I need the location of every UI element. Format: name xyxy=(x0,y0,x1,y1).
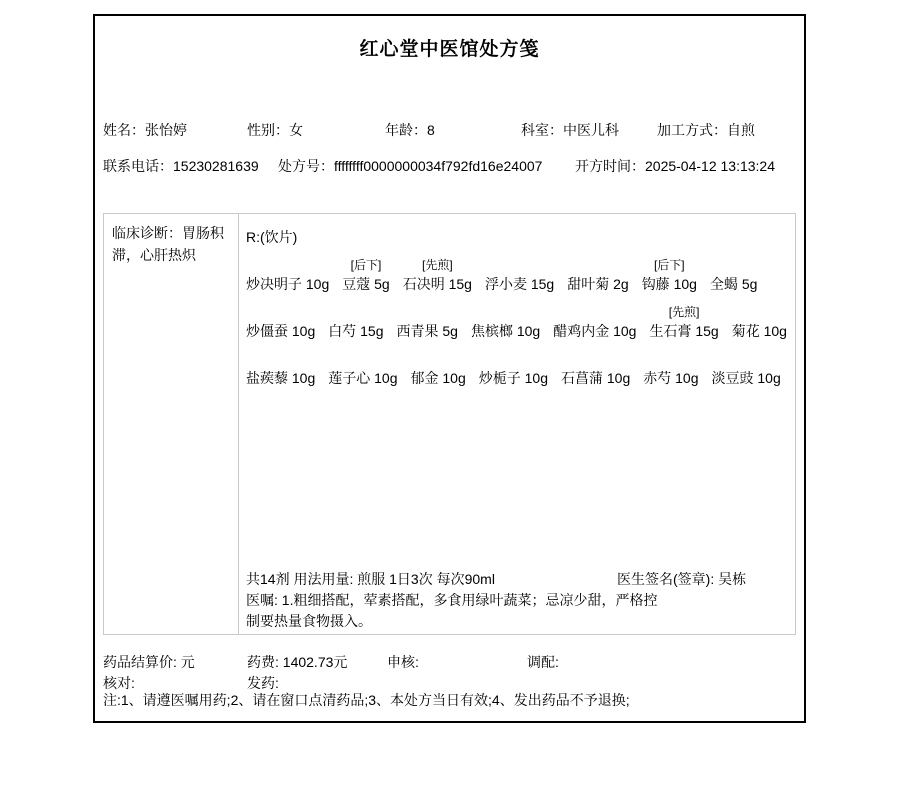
rx-header: R:(饮片) xyxy=(246,229,298,245)
issue-time-label: 开方时间： xyxy=(575,158,645,174)
herb-row xyxy=(246,350,800,388)
footer-note: 注:1、请遵医嘱用药;2、请在窗口点清药品;3、本处方当日有效;4、发出药品不予退换; xyxy=(103,692,630,708)
herb-name-qty: 郁金 10g xyxy=(410,370,466,386)
department-value: 中医儿科 xyxy=(563,122,619,138)
herb-name-qty: 菊花 10g xyxy=(731,323,787,339)
herb-name-qty: 炒僵蚕 10g xyxy=(246,323,316,339)
fee-label: 药费: xyxy=(247,654,283,670)
herb-decoction-tag xyxy=(561,350,630,368)
phone-value: 15230281639 xyxy=(173,158,259,174)
herb-name-qty: 石决明 15g xyxy=(402,276,472,292)
herb-entry xyxy=(471,303,540,341)
usage-text: 用法用量: 煎服 1日3次 每次90ml xyxy=(293,571,495,587)
patient-gender-label: 性别： xyxy=(247,122,289,138)
medical-advice: 医嘱: 1.粗细搭配，荤素搭配，多食用绿叶蔬菜；忌凉少甜，严格控制要热量食物摄入。 xyxy=(246,592,658,629)
settlement-price-value: 元 xyxy=(180,654,195,670)
clinical-diagnosis xyxy=(104,214,239,634)
herb-name-qty: 浮小麦 15g xyxy=(484,276,555,292)
herb-decoction-tag xyxy=(732,303,787,321)
herb-name-qty: 赤芍 10g xyxy=(643,370,699,386)
herb-name-qty: 醋鸡内金 10g xyxy=(553,323,637,339)
patient-name-value: 张怡婷 xyxy=(145,122,187,138)
herb-entry xyxy=(712,350,781,388)
herb-decoction-tag xyxy=(328,350,397,368)
herb-decoction-tag xyxy=(643,350,698,368)
doctor-signature xyxy=(617,569,746,589)
issue-medicine-field: 发药: xyxy=(247,675,279,691)
prescription-box xyxy=(103,213,796,635)
herb-name-qty: 豆蔻 5g xyxy=(342,276,390,292)
issue-time-field xyxy=(575,156,775,176)
herb-entry xyxy=(328,350,397,388)
herb-entry xyxy=(561,350,630,388)
herb-entry xyxy=(553,303,636,341)
page-title: 红心堂中医馆处方笺 xyxy=(359,39,540,60)
herb-decoction-tag xyxy=(328,303,383,321)
herb-decoction-tag xyxy=(485,256,554,274)
herb-name-qty: 焦槟榔 10g xyxy=(470,323,541,339)
review-field: 申核: xyxy=(387,654,419,670)
diagnosis-text: 胃肠积滞，心肝热炽 xyxy=(112,225,224,263)
rx-number-field xyxy=(278,156,542,176)
herb-name-qty: 莲子心 10g xyxy=(328,370,398,386)
patient-name-field xyxy=(103,120,187,140)
herb-entry xyxy=(397,303,458,341)
herb-decoction-tag xyxy=(246,256,329,274)
herb-decoction-tag xyxy=(471,303,540,321)
fee-value: 1402.73元 xyxy=(282,654,348,670)
herb-name-qty: 白芍 15g xyxy=(328,323,384,339)
herb-entry xyxy=(411,350,466,388)
herb-entry xyxy=(643,350,698,388)
herb-name-qty: 西青果 5g xyxy=(396,323,458,339)
dose-count: 共14剂 xyxy=(246,571,294,587)
diagnosis-label: 临床诊断： xyxy=(112,225,182,241)
herb-decoction-tag xyxy=(712,350,781,368)
herb-name-qty: 炒栀子 10g xyxy=(478,370,548,386)
phone-label: 联系电话： xyxy=(103,158,173,174)
herb-name-qty: 全蝎 5g xyxy=(709,276,758,292)
herb-entry xyxy=(403,256,472,294)
doctor-signature-label: 医生签名(签章): xyxy=(617,571,719,587)
settlement-price-label: 药品结算价: xyxy=(103,654,181,670)
patient-gender-field xyxy=(247,120,303,140)
herb-decoction-tag xyxy=(567,256,628,274)
herb-decoction-tag xyxy=(411,350,466,368)
herb-decoction-tag: [先煎] xyxy=(668,305,700,319)
dispense-field: 调配: xyxy=(527,654,559,670)
herb-decoction-tag: [先煎] xyxy=(422,258,453,272)
herb-name-qty: 炒决明子 10g xyxy=(246,276,330,292)
processing-method-label: 加工方式： xyxy=(657,122,727,138)
fee-field xyxy=(247,652,347,672)
herb-entry xyxy=(328,303,383,341)
rx-bottom xyxy=(246,569,800,631)
processing-method-field xyxy=(657,120,755,140)
herb-name-qty: 石菖蒲 10g xyxy=(561,370,631,386)
herb-entry xyxy=(342,256,389,294)
herb-entry xyxy=(710,256,757,294)
herb-name-qty: 盐蒺藜 10g xyxy=(246,370,316,386)
usage-line xyxy=(246,569,800,589)
herb-decoction-tag xyxy=(479,350,548,368)
phone-field xyxy=(103,156,259,176)
herb-decoction-tag xyxy=(246,303,315,321)
herb-name-qty: 淡豆豉 10g xyxy=(711,370,781,386)
herb-entry xyxy=(246,256,329,294)
herb-decoction-tag xyxy=(710,256,757,274)
herb-rows xyxy=(246,256,800,388)
patient-gender-value: 女 xyxy=(289,122,303,138)
check-field: 核对: xyxy=(103,675,135,691)
department-label: 科室： xyxy=(521,122,563,138)
herb-name-qty: 钩藤 10g xyxy=(641,276,697,292)
herb-entry xyxy=(732,303,787,341)
herb-row xyxy=(246,303,800,341)
herb-decoction-tag xyxy=(397,303,458,321)
herb-decoction-tag: [后下] xyxy=(350,258,382,272)
patient-age-field xyxy=(385,120,435,140)
herb-entry xyxy=(567,256,628,294)
herb-entry xyxy=(485,256,554,294)
patient-name-label: 姓名： xyxy=(103,122,145,138)
herb-entry xyxy=(649,303,718,341)
department-field xyxy=(521,120,619,140)
herb-entry xyxy=(642,256,697,294)
herb-row xyxy=(246,256,800,294)
settlement-price-field xyxy=(103,652,195,672)
issue-time-value: 2025-04-12 13:13:24 xyxy=(645,158,775,174)
doctor-name: 吴栋 xyxy=(718,571,747,587)
herb-entry xyxy=(479,350,548,388)
prescription-page xyxy=(93,14,806,723)
processing-method-value: 自煎 xyxy=(727,122,755,138)
rx-number-label: 处方号： xyxy=(278,158,334,174)
herb-decoction-tag: [后下] xyxy=(653,258,685,272)
herb-decoction-tag xyxy=(246,350,315,368)
patient-age-label: 年龄： xyxy=(385,122,427,138)
herb-entry xyxy=(246,303,315,341)
herb-name-qty: 生石膏 15g xyxy=(649,323,719,339)
herb-name-qty: 甜叶菊 2g xyxy=(567,276,629,292)
rx-area xyxy=(239,214,807,634)
patient-age-value: 8 xyxy=(427,122,435,138)
herb-entry xyxy=(246,350,315,388)
herb-decoction-tag xyxy=(553,303,636,321)
rx-number-value: ffffffff0000000034f792fd16e24007 xyxy=(334,158,543,174)
